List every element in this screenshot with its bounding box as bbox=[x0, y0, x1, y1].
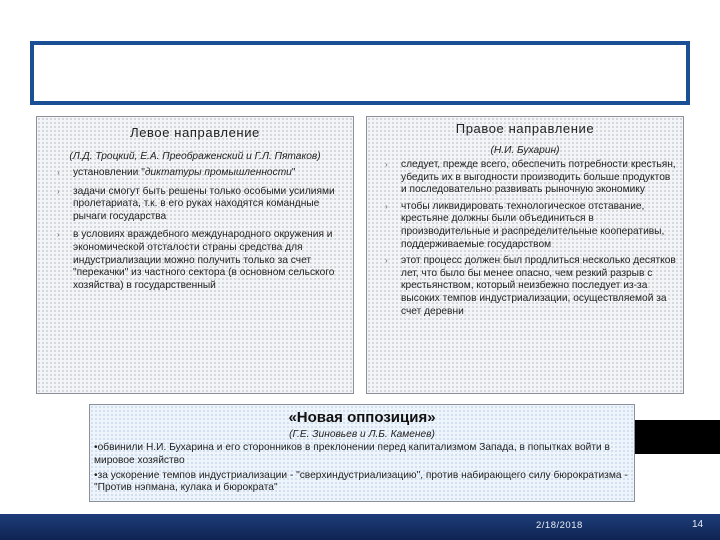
bullet-icon: › bbox=[385, 160, 388, 169]
left-direction-authors: (Л.Д. Троцкий, Е.А. Преображенский и Г.Л. Пятаков) bbox=[69, 151, 321, 162]
new-opposition-point-2: •за ускорение темпов индустриализации - "сверхиндустриализацию", против набирающего силу бюрократизма - "Против нэпмана, кулака и бюрократа" bbox=[94, 469, 628, 494]
list-item: › следует, прежде всего, обеспечить потребности крестьян, убедить их в выгодности производить больше продуктов и последовательно развивать рыночную экономику bbox=[385, 159, 676, 196]
bullet-icon: › bbox=[57, 168, 60, 177]
left-direction-panel bbox=[36, 116, 354, 394]
footer-date: 2/18/2018 bbox=[536, 520, 583, 531]
list-item: › чтобы ликвидировать технологическое отставание, крестьяне должны были объединиться в производительные и распределительные кооперативы, поддерживаемые государством bbox=[385, 200, 665, 250]
new-opposition-point-1: •обвинили Н.И. Бухарина и его сторонников в преклонении перед капитализмом Запада, в попытках войти в мировое хозяйство bbox=[94, 442, 610, 466]
bullet-icon: › bbox=[57, 230, 60, 240]
bullet-icon: › bbox=[57, 186, 60, 196]
new-opposition-authors: (Г.Е. Зиновьев и Л.Б. Каменев) bbox=[289, 429, 435, 440]
footer-bar bbox=[0, 514, 720, 540]
page-number: 14 bbox=[692, 519, 704, 530]
right-direction-authors: (Н.И. Бухарин) bbox=[490, 145, 560, 156]
bullet-icon: › bbox=[385, 201, 388, 211]
bullet-icon: › bbox=[385, 256, 388, 266]
list-item: › в условиях враждебного международного окружения и экономической отсталости страны средства для индустриализации можно получить только за счет "перекачки" из частного сектора (в основном сельского хозяйства) в государственный bbox=[57, 229, 335, 291]
list-item: › задачи смогут быть решены только особыми усилиями пролетариата, т.к. в его руках находятся командные рычаги государства bbox=[57, 185, 335, 222]
right-direction-panel bbox=[366, 116, 684, 394]
list-item: › этот процесс должен был продлиться несколько десятков лет, что было бы менее опасно, чем резкий разрыв с крестьянством, который неизбежно последует из-за высоких темпов индустриализации, осуществляемой за счет деревни bbox=[385, 255, 676, 317]
left-direction-list bbox=[57, 167, 345, 292]
title-box bbox=[30, 41, 690, 105]
list-item: › установлении "диктатуры промышленности" bbox=[57, 167, 296, 178]
new-opposition-panel bbox=[89, 404, 635, 502]
decorative-dark-block bbox=[634, 420, 720, 454]
left-direction-heading: Левое направление bbox=[130, 125, 260, 140]
right-direction-list bbox=[385, 159, 677, 318]
new-opposition-title: «Новая оппозиция» bbox=[288, 409, 436, 426]
right-direction-heading: Правое направление bbox=[455, 121, 595, 136]
